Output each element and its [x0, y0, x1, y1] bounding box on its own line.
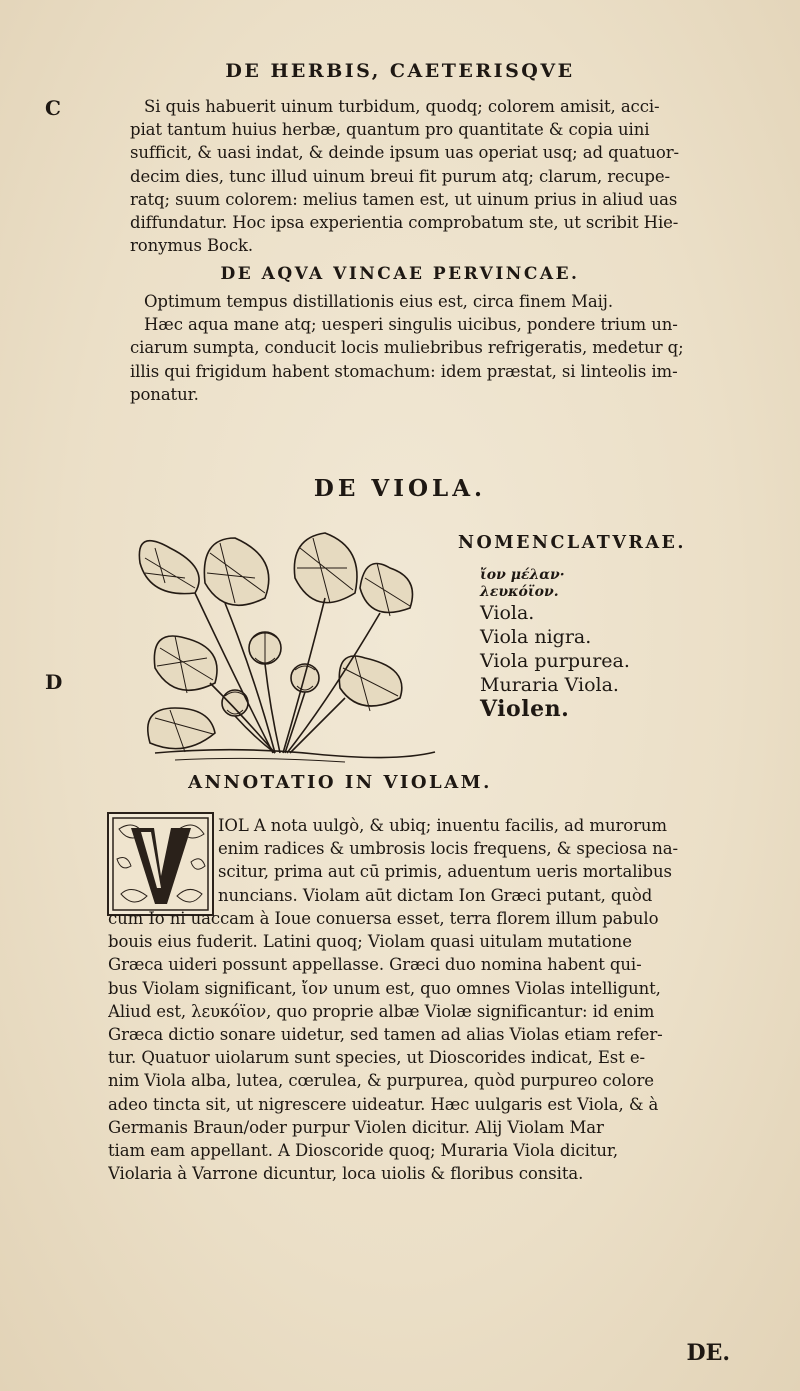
margin-letter-c: C [45, 96, 61, 120]
catchword: DE. [686, 1340, 730, 1366]
aqua-heading: DE AQVA VINCAE PERVINCAE. [220, 264, 580, 284]
nomenclature-item: Muraria Viola. [480, 674, 619, 696]
text-line: sufficit, & uasi indat, & deinde ipsum uas operiat usq; ad quatuor- [130, 143, 679, 163]
text-line: enim radices & umbrosis locis frequens, & speciosa na- [218, 839, 678, 859]
nomenclature-list [458, 533, 778, 721]
text-line: Violaria à Varrone dicuntur, loca uiolis & floribus consita. [108, 1164, 584, 1184]
text-line: Si quis habuerit uinum turbidum, quodq; colorem amisit, acci- [144, 97, 660, 116]
text-line: Græca uideri possunt appellasse. Græci duo nomina habent qui- [108, 955, 642, 975]
aqua-paragraph [130, 290, 770, 406]
greek-name: λευκόϊον. [480, 584, 559, 600]
text-line: cum Io ni uaccam à Ioue conuersa esset, terra florem illum pabulo [108, 909, 659, 928]
nomenclature-item: Violen. [480, 696, 570, 722]
text-line: Aliud est, λευκόϊον, quo proprie albæ Violæ significantur: id enim [108, 1001, 655, 1021]
nomenclature-item: Viola nigra. [480, 626, 592, 648]
text-line: ronymus Bock. [130, 236, 253, 256]
text-line: piat tantum huius herbæ, quantum pro quantitate & copia uini [130, 120, 650, 140]
nomenclature-title: NOMENCLATVRAE. [458, 533, 686, 553]
text-line: ratq; suum colorem: melius tamen est, ut uinum prius in aliud uas [130, 189, 678, 209]
annotatio-paragraph [108, 907, 768, 1185]
text-line: Optimum tempus distillationis eius est, circa finem Maij. [144, 292, 613, 311]
viola-woodcut-illustration [115, 508, 445, 770]
greek-name: ἴον μέλαν· [480, 567, 565, 583]
text-line: scitur, prima aut cū primis, aduentum ueris mortalibus [218, 862, 672, 882]
text-line: Hæc aqua mane atq; uesperi singulis uicibus, pondere trium un- [144, 315, 678, 335]
annotatio-heading: ANNOTATIO IN VIOLAM. [188, 772, 492, 793]
text-line: ciarum sumpta, conducit locis muliebribus refrigeratis, medetur q; [130, 338, 684, 358]
text-line: decim dies, tunc illud uinum breui fit purum atq; clarum, recupe- [130, 166, 670, 186]
running-head: DE HERBIS, CAETERISQVE [225, 60, 575, 82]
text-line: Græca dictio sonare uidetur, sed tamen ad alias Violas etiam refer- [108, 1025, 663, 1045]
annotatio-first-lines [218, 814, 758, 907]
margin-letter-d: D [45, 670, 63, 694]
text-line: IOL A nota uulgò, & ubiq; inuentu facilis, ad murorum [218, 816, 667, 835]
text-line: ponatur. [130, 384, 199, 404]
text-line: adeo tincta sit, ut nigrescere uideatur. Hæc uulgaris est Viola, & à [108, 1094, 659, 1114]
text-line: illis qui frigidum habent stomachum: idem præstat, si linteolis im- [130, 361, 678, 381]
text-line: bouis eius fuderit. Latini quoq; Violam quasi uitulam mutatione [108, 932, 632, 952]
section-title: DE VIOLA. [313, 475, 487, 502]
text-line: nim Viola alba, lutea, cœrulea, & purpurea, quòd purpureo colore [108, 1071, 654, 1091]
nomenclature-item: Viola purpurea. [480, 650, 630, 672]
text-line: nuncians. Violam aūt dictam Ion Græci putant, quòd [218, 885, 653, 905]
decorated-initial-v [107, 812, 214, 916]
nomenclature-item: Viola. [480, 602, 535, 624]
text-line: tur. Quatuor uiolarum sunt species, ut Dioscorides indicat, Est e- [108, 1048, 645, 1068]
intro-paragraph [108, 95, 748, 257]
text-line: tiam eam appellant. A Dioscoride quoq; Muraria Viola dicitur, [108, 1141, 618, 1161]
text-line: bus Violam significant, ἴον unum est, quo omnes Violas intelligunt, [108, 978, 661, 998]
text-line: Germanis Braun/oder purpur Violen dicitur. Alij Violam Mar [108, 1117, 604, 1137]
initial-v-icon [109, 814, 212, 914]
text-line: diffundatur. Hoc ipsa experientia comprobatum ste, ut scribit Hie- [130, 213, 679, 233]
